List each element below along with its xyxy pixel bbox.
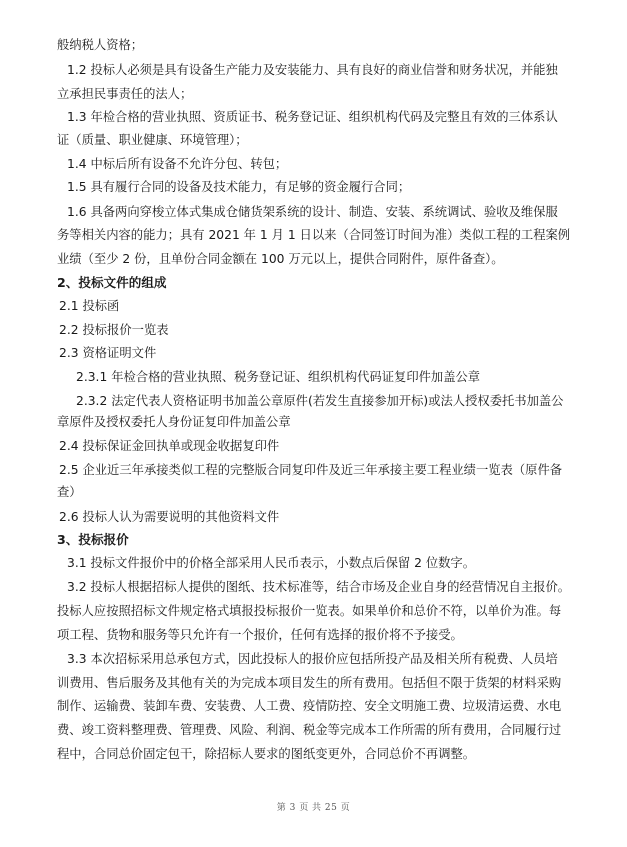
text-line: 般纳税人资格； bbox=[57, 38, 144, 52]
text-line: 2.3.2 法定代表人资格证明书加盖公章原件(若发生直接参加开标)或法人授权委托书加盖公 bbox=[76, 394, 564, 408]
text-line: 制作、运输费、装卸车费、安装费、人工费、疫情防控、安全文明施工费、垃圾清运费、水电 bbox=[57, 699, 562, 713]
text-line: 查） bbox=[57, 485, 82, 499]
text-line: 3.1 投标文件报价中的价格全部采用人民币表示，小数点后保留 2 位数字。 bbox=[67, 556, 476, 570]
text-line: 章原件及授权委托人身份证复印件加盖公章 bbox=[57, 415, 291, 429]
text-line: 2.3 资格证明文件 bbox=[59, 346, 157, 360]
text-line: 3.2 投标人根据招标人提供的图纸、技术标准等，结合市场及企业自身的经营情况自主报价。 bbox=[67, 580, 571, 594]
text-line: 训费用、售后服务及其他有关的为完成本项目发生的所有费用。包括但不限于货架的材料采购 bbox=[57, 676, 562, 690]
text-line: 2.3.1 年检合格的营业执照、税务登记证、组织机构代码证复印件加盖公章 bbox=[76, 370, 481, 384]
text-line: 1.4 中标后所有设备不允许分包、转包； bbox=[67, 157, 288, 171]
text-line: 立承担民事责任的法人； bbox=[57, 87, 193, 101]
text-line: 投标人应按照招标文件规定格式填报投标报价一览表。如果单价和总价不符，以单价为准。每 bbox=[57, 604, 562, 618]
text-line: 2.1 投标函 bbox=[59, 299, 120, 313]
text-line: 3.3 本次招标采用总承包方式，因此投标人的报价应包括所投产品及相关所有税费、人员培 bbox=[67, 652, 558, 666]
text-line: 2.4 投标保证金回执单或现金收据复印件 bbox=[59, 439, 280, 453]
section-heading: 3、投标报价 bbox=[57, 532, 129, 547]
text-line: 2.5 企业近三年承接类似工程的完整版合同复印件及近三年承接主要工程业绩一览表（原件备 bbox=[59, 463, 563, 477]
text-line: 2.2 投标报价一览表 bbox=[59, 323, 169, 337]
text-line: 1.2 投标人必须是具有设备生产能力及安装能力、具有良好的商业信誉和财务状况，并能独 bbox=[67, 63, 558, 77]
section-heading: 2、投标文件的组成 bbox=[57, 275, 167, 290]
text-line: 业绩（至少 2 份，且单份合同金额在 100 万元以上，提供合同附件，原件备查）。 bbox=[57, 252, 504, 266]
text-line: 1.6 具备两向穿梭立体式集成仓储货架系统的设计、制造、安装、系统调试、验收及维保服 bbox=[67, 205, 558, 219]
text-line: 项工程、货物和服务等只允许有一个报价，任何有选择的报价将不予接受。 bbox=[57, 628, 463, 642]
page-number-footer: 第 3 页 共 25 页 bbox=[276, 803, 351, 813]
text-line: 1.3 年检合格的营业执照、资质证书、税务登记证、组织机构代码及完整且有效的三体系认 bbox=[67, 110, 558, 124]
text-line: 1.5 具有履行合同的设备及技术能力，有足够的资金履行合同； bbox=[67, 180, 411, 194]
text-line: 证（质量、职业健康、环境管理）； bbox=[57, 133, 248, 147]
text-line: 务等相关内容的能力；具有 2021 年 1 月 1 日以来（合同签订时间为准）类似工程的工程案例 bbox=[57, 228, 571, 242]
text-line: 程中，合同总价固定包干，除招标人要求的图纸变更外，合同总价不再调整。 bbox=[57, 747, 476, 761]
text-line: 2.6 投标人认为需要说明的其他资料文件 bbox=[59, 510, 280, 524]
text-line: 费、竣工资料整理费、管理费、风险、利润、税金等完成本工作所需的所有费用，合同履行过 bbox=[57, 723, 562, 737]
